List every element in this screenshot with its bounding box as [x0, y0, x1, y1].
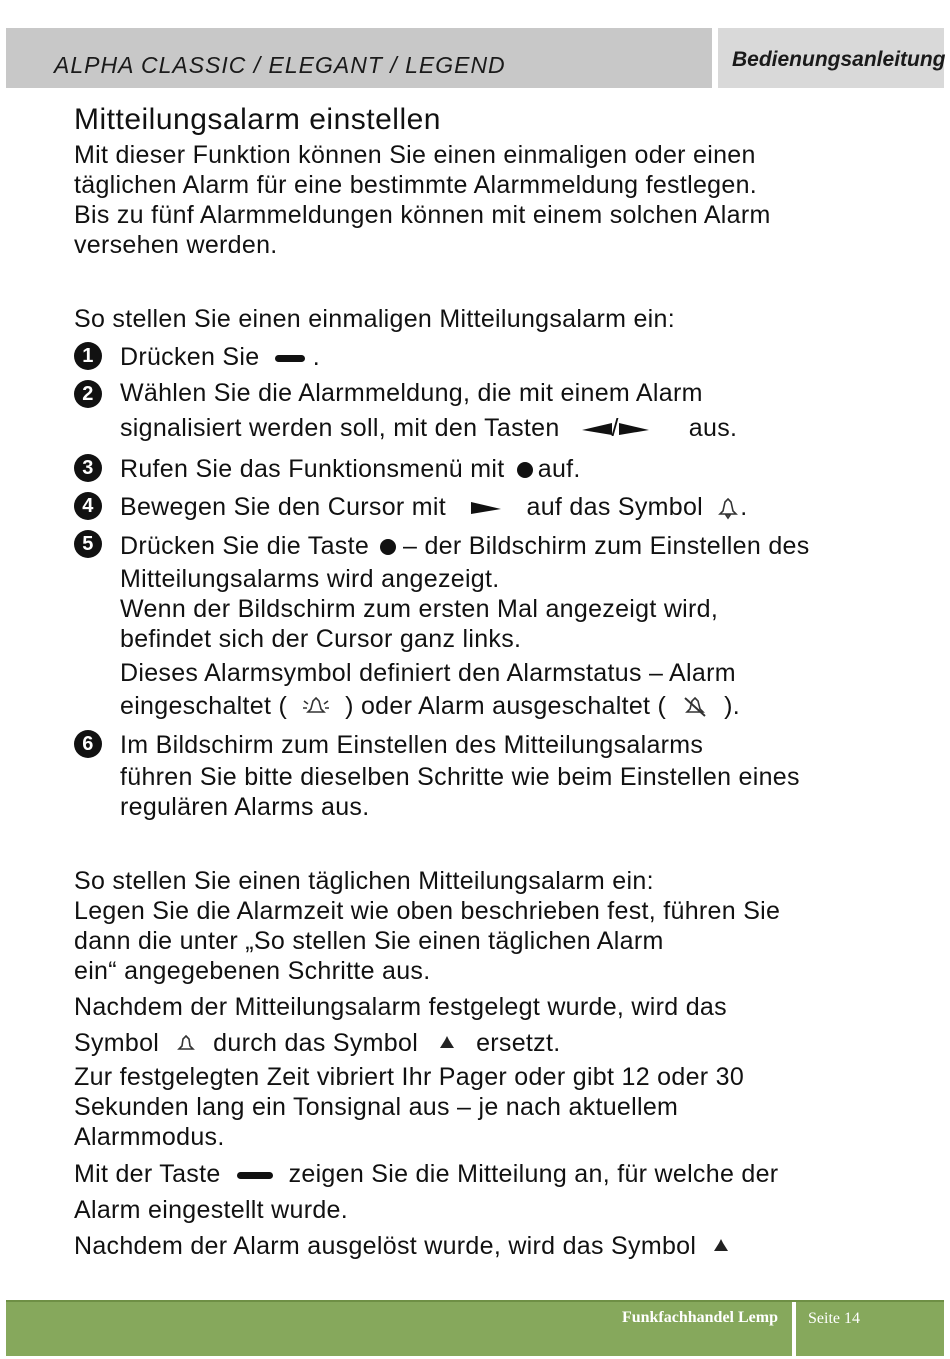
step-6-line-1: Im Bildschirm zum Einstellen des Mitteilungsalarms — [120, 731, 704, 759]
daily-p4-line-2: Alarm eingestellt wurde. — [74, 1196, 348, 1224]
step-3 — [74, 452, 894, 486]
step-4-text: Bewegen Sie den Cursor mit — [120, 493, 447, 521]
step-number-3: 3 — [74, 454, 102, 482]
step-5 — [74, 528, 894, 724]
step-5-line-2: Mitteilungsalarms wird angezeigt. — [120, 565, 500, 593]
step-4-text-2: auf das Symbol — [526, 493, 704, 521]
flat-key-icon — [273, 351, 307, 365]
bell-on-icon — [301, 695, 331, 719]
step-1-text: Drücken Sie — [120, 343, 260, 371]
step-5-text-4: ) oder Alarm ausgeschaltet ( — [345, 692, 667, 720]
header-doc-type — [718, 28, 944, 88]
daily-p4-text-b: zeigen Sie die Mitteilung an, für welche der — [288, 1160, 779, 1188]
step-6 — [74, 728, 894, 822]
footer-page — [796, 1302, 944, 1356]
step-2-text: signalisiert werden soll, mit den Tasten — [120, 414, 560, 442]
round-key-icon — [379, 538, 397, 556]
bell-small-icon — [173, 1032, 199, 1056]
bell-icon — [716, 496, 740, 520]
shop-name: Funkfachhandel Lemp — [621, 1309, 778, 1326]
daily-p2-line-1: Nachdem der Mitteilungsalarm festgelegt wurde, wird das — [74, 993, 727, 1021]
step-2-end: aus. — [688, 414, 738, 442]
daily-heading: So stellen Sie einen täglichen Mitteilungsalarm ein: — [74, 867, 654, 895]
step-3-text: Rufen Sie das Funktionsmenü mit — [120, 455, 505, 483]
step-number-2: 2 — [74, 380, 102, 408]
step-number-1: 1 — [74, 342, 102, 370]
page-number: Seite 14 — [808, 1310, 860, 1327]
daily-p4-text-a: Mit der Taste — [74, 1160, 221, 1188]
page-content — [74, 100, 894, 1264]
once-heading: So stellen Sie einen einmaligen Mitteilungsalarm ein: — [74, 305, 675, 333]
step-4-end: . — [740, 493, 748, 521]
daily-p1-line-3: ein“ angegebenen Schritte aus. — [74, 957, 431, 985]
step-5-text-3: eingeschaltet ( — [120, 692, 288, 720]
daily-p2-text-c: ersetzt. — [476, 1029, 561, 1057]
step-number-6: 6 — [74, 730, 102, 758]
step-5-line-3: Wenn der Bildschirm zum ersten Mal angezeigt wird, — [120, 595, 719, 623]
intro-line-4: versehen werden. — [74, 231, 278, 259]
daily-p3-line-3: Alarmmodus. — [74, 1123, 225, 1151]
daily-p4-line-1 — [74, 1156, 894, 1192]
step-5-text: Drücken Sie die Taste — [120, 532, 370, 560]
footer-shop — [6, 1302, 792, 1356]
step-4 — [74, 490, 894, 524]
daily-p2-text-b: durch das Symbol — [213, 1029, 419, 1057]
header-product — [6, 28, 712, 88]
step-6-line-3: regulären Alarms aus. — [120, 793, 370, 821]
section-title: Mitteilungsalarm einstellen — [74, 103, 441, 136]
arrow-right-icon — [471, 500, 501, 516]
daily-p1-line-1: Legen Sie die Alarmzeit wie oben beschrieben fest, führen Sie — [74, 897, 781, 925]
doc-type: Bedienungsanleitung — [732, 48, 946, 71]
step-6-line-2: führen Sie bitte dieselben Schritte wie beim Einstellen eines — [120, 763, 800, 791]
step-5-line-4: befindet sich der Cursor ganz links. — [120, 625, 522, 653]
step-2 — [74, 378, 894, 448]
step-number-5: 5 — [74, 530, 102, 558]
step-5-line-5: Dieses Alarmsymbol definiert den Alarmstatus – Alarm — [120, 659, 736, 687]
step-2-line-1: Wählen Sie die Alarmmeldung, die mit einem Alarm — [120, 379, 703, 407]
step-2-sep: / — [611, 414, 619, 442]
daily-p5-text: Nachdem der Alarm ausgelöst wurde, wird das Symbol — [74, 1232, 697, 1260]
daily-p3-line-1: Zur festgelegten Zeit vibriert Ihr Pager oder gibt 12 oder 30 — [74, 1063, 745, 1091]
intro-line-3: Bis zu fünf Alarmmeldungen können mit einem solchen Alarm — [74, 201, 771, 229]
daily-p5 — [74, 1228, 894, 1264]
bell-off-icon — [680, 695, 710, 719]
flat-key-icon — [235, 1168, 275, 1182]
step-5-end: ). — [724, 692, 741, 720]
daily-p1-line-2: dann die unter „So stellen Sie einen täglichen Alarm — [74, 927, 664, 955]
arrow-right-icon — [619, 421, 649, 437]
arrow-left-icon — [582, 421, 612, 437]
round-key-icon — [516, 461, 534, 479]
step-1 — [74, 340, 894, 374]
bell-filled-icon — [434, 1032, 460, 1056]
intro-line-2: täglichen Alarm für eine bestimmte Alarmmeldung festlegen. — [74, 171, 758, 199]
step-3-end: auf. — [537, 455, 581, 483]
step-5-text-2: – der Bildschirm zum Einstellen des — [403, 532, 810, 560]
step-1-end: . — [312, 343, 320, 371]
bell-filled-icon — [708, 1235, 734, 1259]
product-name: ALPHA CLASSIC / ELEGANT / LEGEND — [54, 52, 506, 78]
step-number-4: 4 — [74, 492, 102, 520]
daily-p3-line-2: Sekunden lang ein Tonsignal aus – je nach aktuellem — [74, 1093, 679, 1121]
intro-line-1: Mit dieser Funktion können Sie einen einmaligen oder einen — [74, 141, 756, 169]
daily-p2-text-a: Symbol — [74, 1029, 160, 1057]
daily-p2-line-2 — [74, 1024, 894, 1062]
